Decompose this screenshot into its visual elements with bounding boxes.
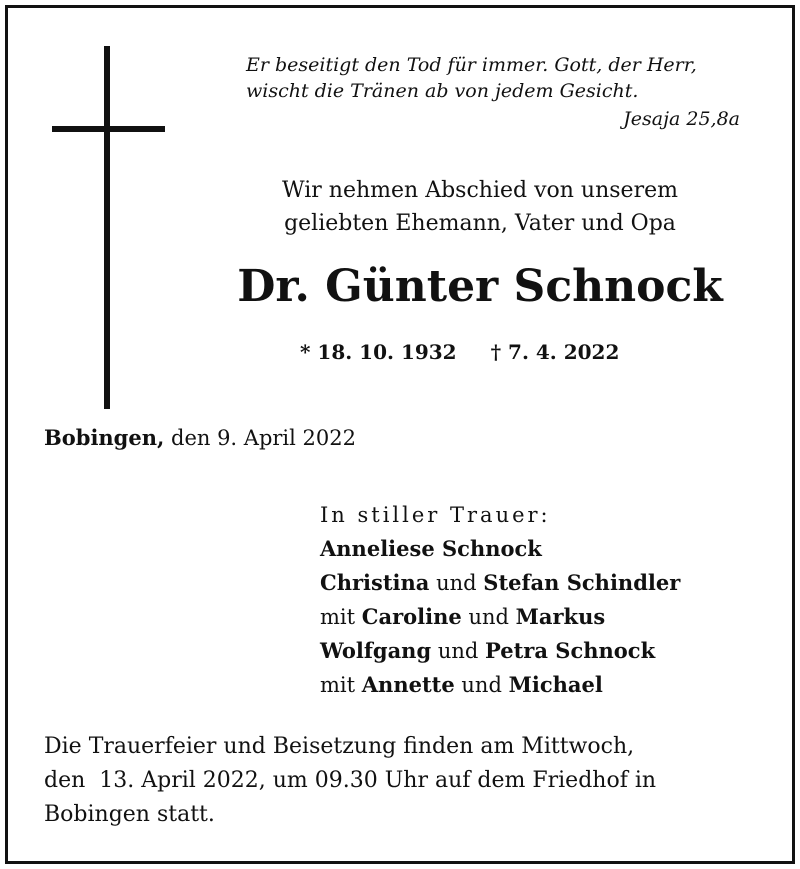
farewell-line: geliebten Ehemann, Vater und Opa [284, 211, 676, 236]
place-and-date [44, 425, 356, 450]
ceremony-info [44, 730, 784, 832]
deceased-name: Dr. Günter Schnock [237, 261, 723, 312]
ceremony-line: den 13. April 2022, um 09.30 Uhr auf dem Friedhof in [44, 768, 657, 793]
bible-verse [246, 52, 746, 104]
mourner-name: Christina [320, 570, 430, 595]
connector: und [468, 605, 509, 629]
prefix: mit [320, 605, 356, 629]
mourner-name: Caroline [361, 604, 462, 629]
cross-vertical-bar [104, 46, 110, 409]
mourner-row [320, 600, 780, 634]
mourner-row [320, 532, 780, 566]
place: Bobingen, [44, 425, 165, 450]
mourner-name: Annette [361, 672, 455, 697]
mourner-name: Michael [508, 672, 603, 697]
mourners-heading: In stiller Trauer: [320, 503, 551, 527]
connector: und [436, 571, 477, 595]
ceremony-line: Die Trauerfeier und Beisetzung finden am Mittwoch, [44, 734, 635, 759]
verse-line: Er beseitigt den Tod für immer. Gott, der Herr, [246, 54, 697, 76]
mourner-name: Petra Schnock [485, 638, 656, 663]
connector: und [437, 639, 479, 663]
prefix: mit [320, 673, 356, 697]
birth-date: * 18. 10. 1932 [300, 340, 457, 364]
farewell-line: Wir nehmen Abschied von unserem [282, 178, 678, 203]
mourner-name: Markus [515, 604, 606, 629]
mourner-name: Wolfgang [320, 638, 432, 663]
life-dates [300, 340, 680, 364]
mourners-list [320, 498, 780, 702]
verse-line: wischt die Tränen ab von jedem Gesicht. [246, 80, 639, 102]
connector: und [461, 673, 502, 697]
mourner-name: Stefan Schindler [483, 570, 681, 595]
ceremony-line: Bobingen statt. [44, 802, 215, 827]
mourner-row [320, 566, 780, 600]
mourner-row [320, 634, 780, 668]
mourner-name: Anneliese Schnock [320, 536, 542, 561]
cross-horizontal-bar [52, 126, 165, 132]
farewell-text [180, 174, 780, 240]
mourner-row [320, 668, 780, 702]
notice-date: den 9. April 2022 [171, 426, 356, 450]
death-date: † 7. 4. 2022 [490, 340, 620, 364]
verse-reference: Jesaja 25,8a [623, 108, 740, 130]
